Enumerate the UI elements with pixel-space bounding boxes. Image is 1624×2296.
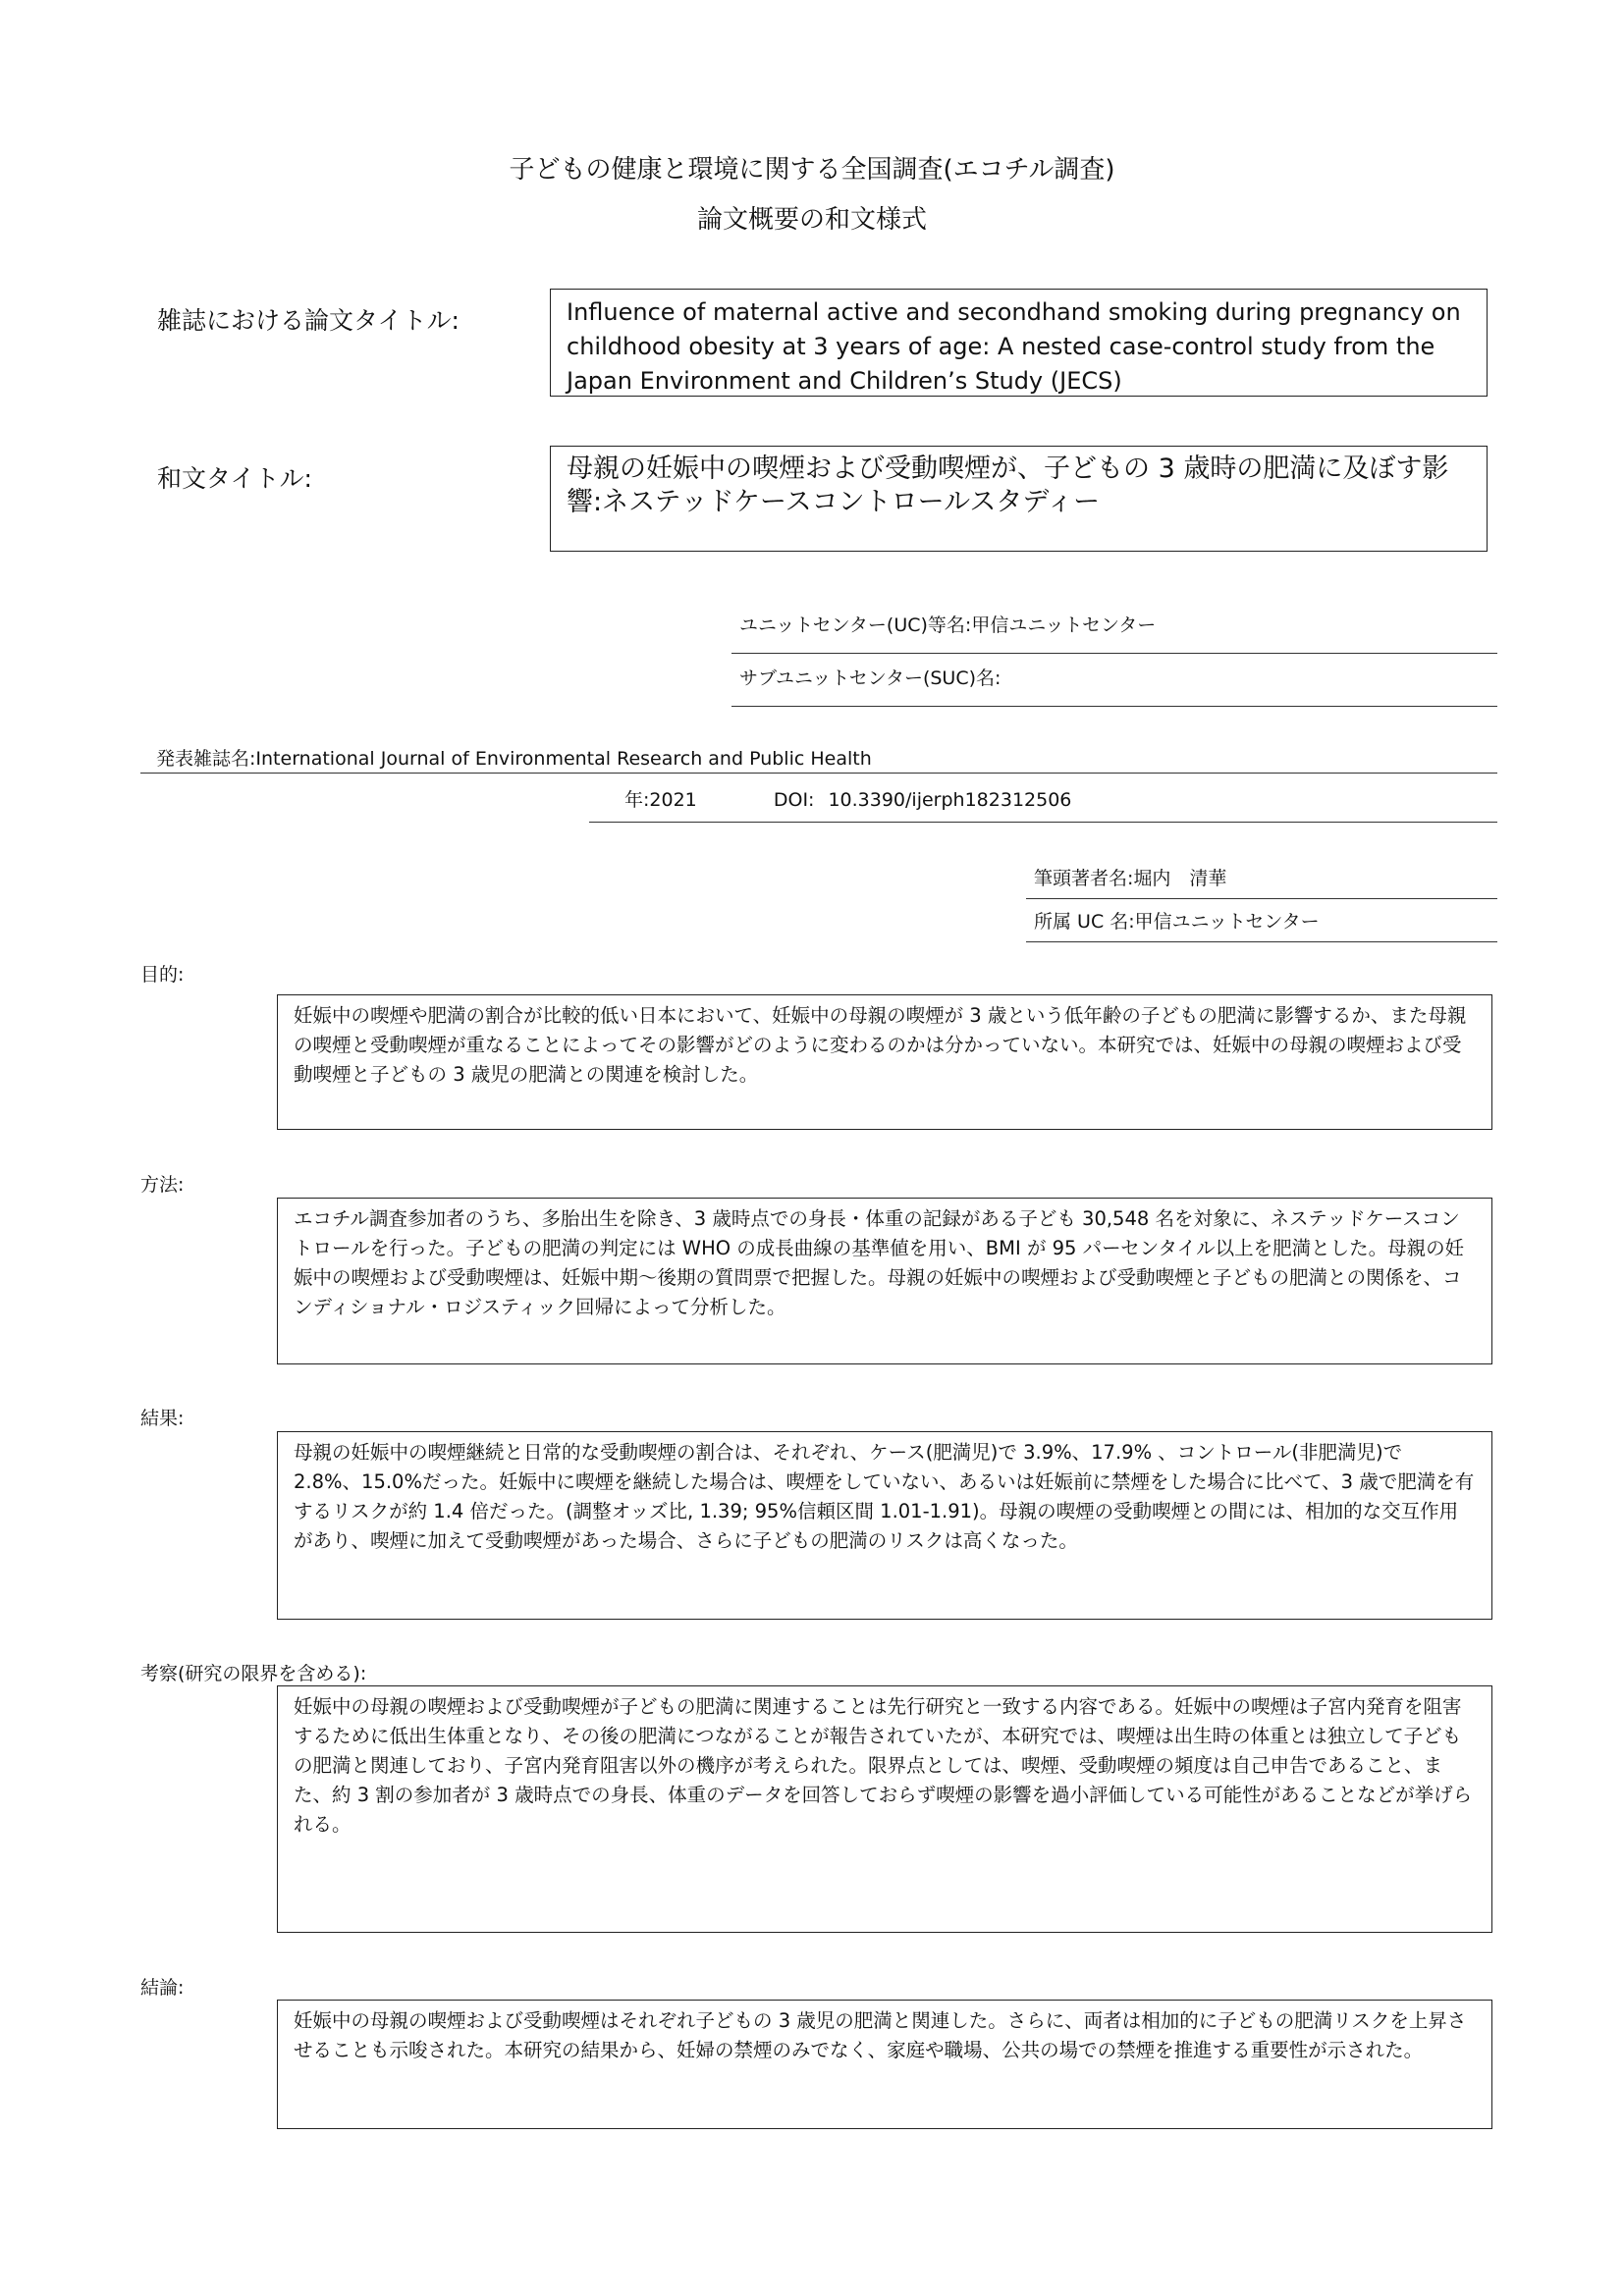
publication-info-row	[589, 785, 1497, 823]
purpose-box	[277, 994, 1492, 1130]
affiliation-label: 所属 UC 名:	[1034, 911, 1135, 933]
journal-title-value: Influence of maternal active and secondhand smoking during pregnancy on childhood obesity at 3 years of age: A nested case-control study from the Japan Environment and Children’s Study (JECS)	[567, 298, 1461, 395]
doi-label: DOI:	[773, 789, 815, 811]
doi-value: 10.3390/ijerph182312506	[828, 789, 1072, 811]
results-label: 結果:	[140, 1408, 185, 1429]
year-label: 年:	[624, 789, 650, 811]
first-author-label: 筆頭著者名:	[1034, 868, 1134, 889]
journal-name-label: 発表雑誌名:	[156, 748, 256, 770]
conclusion-box	[277, 2000, 1492, 2129]
discussion-box	[277, 1685, 1492, 1933]
results-text: 母親の妊娠中の喫煙継続と日常的な受動喫煙の割合は、それぞれ、ケース(肥満児)で 3.9%、17.9% 、コントロール(非肥満児)で 2.8%、15.0%だった。妊娠中に喫煙を継続した場合は、喫煙をしていない、あるいは妊娠前に禁煙をした場合に比べて、3 歳で肥満を有するリスクが約 1.4 倍だった。(調整オッズ比, 1.39; 95%信頼区間 1.01-1.91)。母親の喫煙の受動喫煙との間には、相加的な交互作用があり、喫煙に加えて受動喫煙があった場合、さらに子どもの肥満のリスクは高くなった。	[294, 1441, 1475, 1552]
purpose-text: 妊娠中の喫煙や肥満の割合が比較的低い日本において、妊娠中の母親の喫煙が 3 歳という低年齢の子どもの肥満に影響するか、また母親の喫煙と受動喫煙が重なることによってその影響がどのように変わるのかは分かっていない。本研究では、妊娠中の母親の喫煙および受動喫煙と子どもの 3 歳児の肥満との関連を検討した。	[294, 1004, 1467, 1086]
affiliation-row	[1026, 907, 1497, 942]
affiliation-value: 甲信ユニットセンター	[1134, 911, 1320, 933]
jp-title-box	[550, 446, 1488, 552]
discussion-text: 妊娠中の母親の喫煙および受動喫煙が子どもの肥満に関連することは先行研究と一致する内容である。妊娠中の喫煙は子宮内発育を阻害するために低出生体重となり、その後の肥満につながることが報告されていたが、本研究では、喫煙は出生時の体重とは独立して子どもの肥満と関連しており、子宮内発育阻害以外の機序が考えられた。限界点としては、喫煙、受動喫煙の頻度は自己申告であること、また、約 3 割の参加者が 3 歳時点での身長、体重のデータを回答しておらず喫煙の影響を過小評価している可能性があることなどが挙げられる。	[294, 1695, 1473, 1836]
conclusion-text: 妊娠中の母親の喫煙および受動喫煙はそれぞれ子どもの 3 歳児の肥満と関連した。さらに、両者は相加的に子どもの肥満リスクを上昇させることも示唆された。本研究の結果から、妊婦の禁煙のみでなく、家庭や職場、公共の場での禁煙を推進する重要性が示された。	[294, 2009, 1467, 2061]
sub-unit-center-label: サブユニットセンター(SUC)名:	[739, 667, 1001, 689]
first-author-value: 堀内 清華	[1133, 868, 1227, 889]
journal-name-value: International Journal of Environmental Research and Public Health	[255, 748, 872, 770]
jp-title-value: 母親の妊娠中の喫煙および受動喫煙が、子どもの 3 歳時の肥満に及ぼす影響:ネステッドケースコントロールスタディー	[567, 454, 1449, 517]
journal-name-row	[140, 744, 1497, 774]
conclusion-label: 結論:	[140, 1977, 185, 1999]
journal-title-box	[550, 289, 1488, 397]
unit-center-label: ユニットセンター(UC)等名:	[739, 614, 972, 636]
purpose-label: 目的:	[140, 964, 185, 986]
discussion-label: 考察(研究の限界を含める):	[140, 1663, 367, 1684]
unit-center-value: 甲信ユニットセンター	[971, 614, 1157, 636]
sub-unit-center-row	[731, 664, 1497, 707]
methods-box	[277, 1198, 1492, 1364]
results-box	[277, 1431, 1492, 1620]
document-header-title: 子どもの健康と環境に関する全国調査(エコチル調査)	[509, 155, 1115, 185]
year-value: 2021	[649, 789, 697, 811]
unit-center-row	[731, 611, 1497, 654]
methods-label: 方法:	[140, 1174, 185, 1196]
jp-title-label: 和文タイトル:	[157, 464, 312, 493]
document-header-subtitle: 論文概要の和文様式	[696, 205, 927, 235]
first-author-row	[1026, 864, 1497, 899]
journal-title-label: 雑誌における論文タイトル:	[157, 306, 460, 335]
methods-text: エコチル調査参加者のうち、多胎出生を除き、3 歳時点での身長・体重の記録がある子ども 30,548 名を対象に、ネステッドケースコントロールを行った。子どもの肥満の判定には WHO の成長曲線の基準値を用い、BMI が 95 パーセンタイル以上を肥満とした。母親の妊娠中の喫煙および受動喫煙は、妊娠中期～後期の質問票で把握した。母親の妊娠中の喫煙および受動喫煙と子どもの肥満との関係を、コンディショナル・ロジスティック回帰によって分析した。	[294, 1207, 1465, 1318]
